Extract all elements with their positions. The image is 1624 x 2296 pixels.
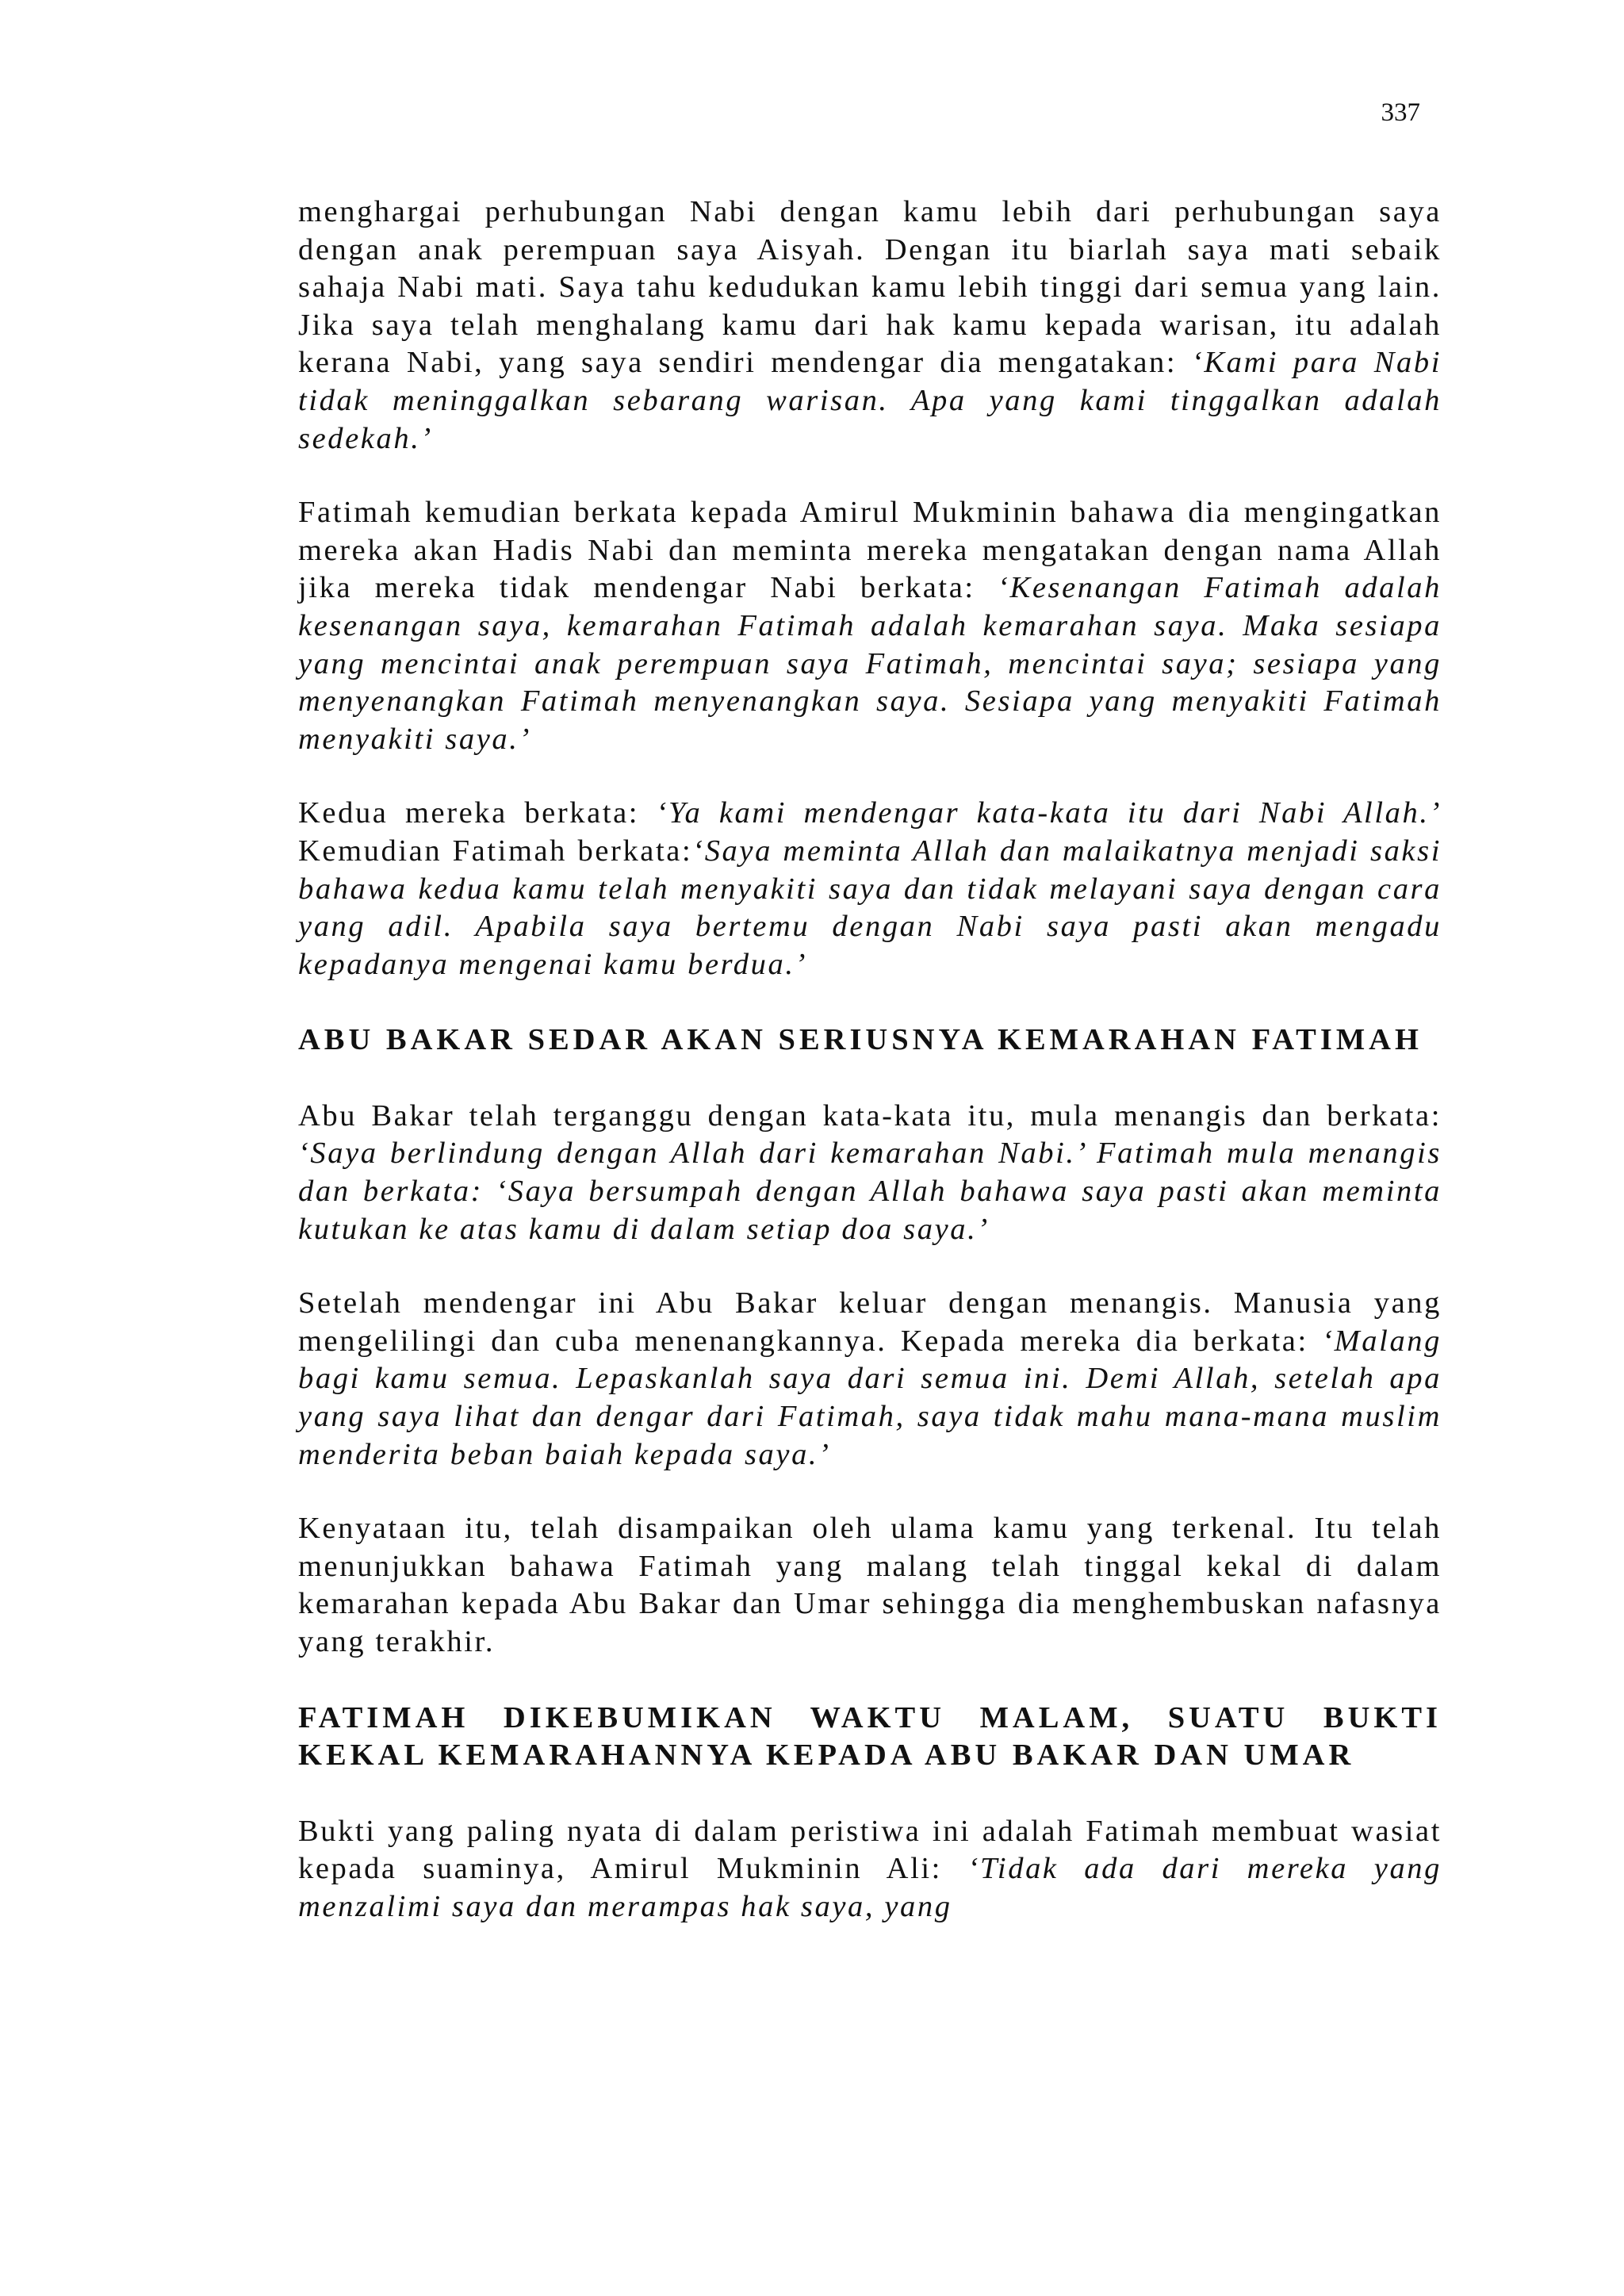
- quote-text: ‘Ya kami mendengar kata-kata itu dari Nabi Allah.’: [656, 796, 1442, 830]
- section-heading: ABU BAKAR SEDAR AKAN SERIUSNYA KEMARAHAN FATIMAH: [298, 1023, 1423, 1057]
- paragraph-text: Kedua mereka berkata:: [298, 796, 657, 830]
- paragraph-1: [298, 194, 1442, 458]
- paragraph-text: Abu Bakar telah terganggu dengan kata-kata itu, mula menangis dan berkata:: [298, 1098, 1442, 1133]
- paragraph-2: [298, 494, 1442, 758]
- quote-text: ‘Kesenangan Fatimah adalah kesenangan saya, kemarahan Fatimah adalah kemarahan saya. Maka sesiapa yang mencintai anak perempuan saya Fatimah, mencintai saya; sesiapa yang menyenangkan Fatimah menyenangkan saya. Sesiapa yang menyakiti Fatimah menyakiti saya.’: [298, 571, 1442, 756]
- paragraph-4: [298, 1098, 1442, 1248]
- paragraph-text: Kenyataan itu, telah disampaikan oleh ulama kamu yang terkenal. Itu telah menunjukkan bahawa Fatimah yang malang telah tinggal kekal di dalam kemarahan kepada Abu Bakar dan Umar sehingga dia menghembuskan nafasnya yang terakhir.: [298, 1512, 1442, 1658]
- quote-text: ‘Tidak ada dari mereka yang menzalimi saya dan merampas hak saya, yang: [298, 1852, 1442, 1923]
- paragraph-6: [298, 1510, 1442, 1661]
- quote-text: ‘Malang bagi kamu semua. Lepaskanlah saya dari semua ini. Demi Allah, setelah apa yang saya lihat dan dengar dari Fatimah, saya tidak mahu mana-mana muslim menderita beban baiah kepada saya.’: [298, 1324, 1442, 1471]
- quote-text: ‘Kami para Nabi tidak meninggalkan sebarang warisan. Apa yang kami tinggalkan adalah sedekah.’: [298, 346, 1442, 455]
- paragraph-text: Bukti yang paling nyata di dalam peristiwa ini adalah Fatimah membuat wasiat kepada suaminya, Amirul Mukminin Ali:: [298, 1814, 1442, 1886]
- paragraph-3: [298, 795, 1442, 983]
- paragraph-7: [298, 1813, 1442, 1926]
- quote-text: ‘Saya meminta Allah dan malaikatnya menjadi saksi bahawa kedua kamu telah menyakiti saya dan tidak melayani saya dengan cara yang adil. Apabila saya bertemu dengan Nabi saya pasti akan mengadu kepadanya mengenai kamu berdua.’: [298, 834, 1442, 981]
- page-number: 337: [1381, 98, 1420, 127]
- paragraph-text: Fatimah kemudian berkata kepada Amirul Mukminin bahawa dia mengingatkan mereka akan Hadis Nabi dan meminta mereka mengatakan dengan nama Allah jika mereka tidak mendengar Nabi berkata:: [298, 496, 1442, 605]
- paragraph-text: menghargai perhubungan Nabi dengan kamu lebih dari perhubungan saya dengan anak perempuan saya Aisyah. Dengan itu biarlah saya mati sebaik sahaja Nabi mati. Saya tahu kedudukan kamu lebih tinggi dari semua yang lain. Jika saya telah menghalang kamu dari hak kamu kepada warisan, itu adalah kerana Nabi, yang saya sendiri mendengar dia mengatakan:: [298, 195, 1442, 380]
- paragraph-text: Kemudian Fatimah berkata:: [298, 834, 693, 868]
- page-body: [298, 194, 1442, 1926]
- quote-text: ‘Saya berlindung dengan Allah dari kemarahan Nabi.’ Fatimah mula menangis dan berkata: ‘Saya bersumpah dengan Allah bahawa saya pasti akan meminta kutukan ke atas kamu di dalam setiap doa saya.’: [298, 1137, 1442, 1246]
- paragraph-text: Setelah mendengar ini Abu Bakar keluar dengan menangis. Manusia yang mengelilingi dan cuba menenangkannya. Kepada mereka dia berkata:: [298, 1286, 1442, 1358]
- section-heading: FATIMAH DIKEBUMIKAN WAKTU MALAM, SUATU BUKTI KEKAL KEMARAHANNYA KEPADA ABU BAKAR DAN UMAR: [298, 1700, 1442, 1773]
- paragraph-5: [298, 1285, 1442, 1474]
